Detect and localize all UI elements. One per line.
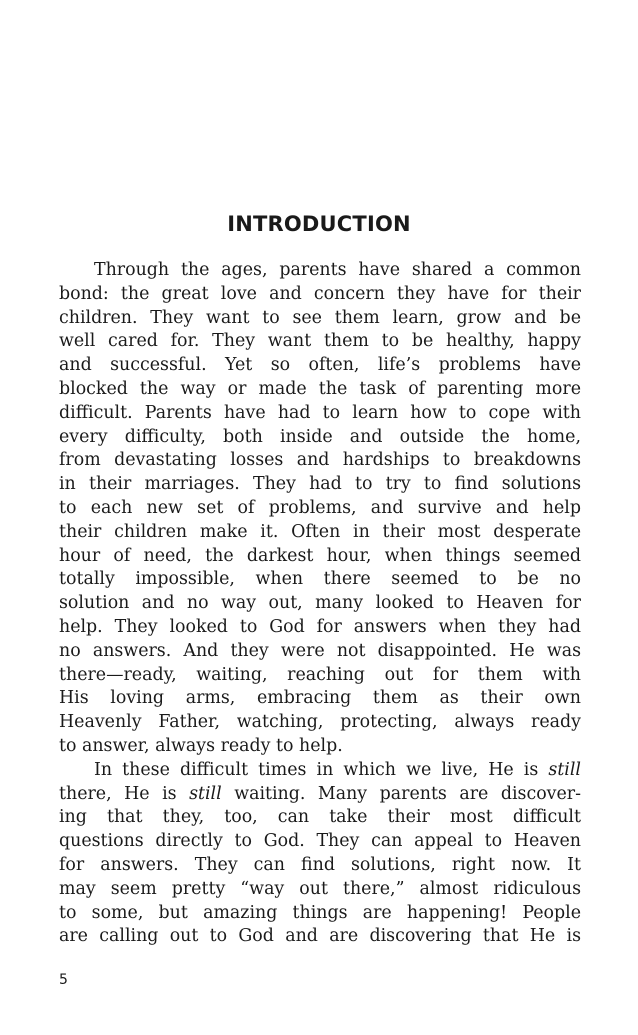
text-line: and successful. Yet so often, life’s problems have — [59, 355, 581, 376]
text-line: blocked the way or made the task of parenting more — [59, 378, 581, 399]
text-line: hour of need, the darkest hour, when things seemed — [59, 545, 581, 566]
text-line: no answers. And they were not disappointed. He was — [59, 640, 581, 661]
text-line: difficult. Parents have had to learn how to cope with — [59, 402, 581, 423]
emphasis-text: still — [548, 759, 581, 780]
text-line: help. They looked to God for answers when they had — [59, 616, 581, 637]
text-line: well cared for. They want them to be healthy, happy — [59, 331, 581, 352]
text-line: Through the ages, parents have shared a common — [94, 260, 581, 280]
text-line: there—ready, waiting, reaching out for them with — [59, 664, 581, 685]
text-line: His loving arms, embracing them as their own — [59, 688, 581, 709]
text-line: are calling out to God and are discovering that He is — [59, 926, 581, 947]
page-title: INTRODUCTION — [227, 212, 411, 236]
text-line: their children make it. Often in their most desperate — [59, 521, 581, 542]
text-line: every difficulty, both inside and outside the home, — [59, 426, 581, 447]
text-line: In these difficult times in which we live, He is still — [94, 759, 581, 780]
page-number: 5 — [59, 972, 68, 988]
text-line: may seem pretty “way out there,” almost ridiculous — [59, 878, 581, 899]
text-line: there, He is still waiting. Many parents are discover- — [59, 783, 581, 804]
emphasis-text: still — [189, 783, 222, 804]
text-line: solution and no way out, many looked to Heaven for — [59, 593, 581, 614]
text-line: from devastating losses and hardships to breakdowns — [59, 450, 581, 471]
text-line: totally impossible, when there seemed to be no — [59, 569, 581, 590]
text-line: to each new set of problems, and survive and help — [59, 497, 581, 518]
text-line: to some, but amazing things are happening! People — [59, 902, 581, 923]
text-line: questions directly to God. They can appeal to Heaven — [59, 831, 581, 852]
text-line: for answers. They can find solutions, right now. It — [59, 854, 581, 875]
text-line: to answer, always ready to help. — [59, 735, 343, 756]
body-text — [59, 259, 581, 949]
text-line: in their marriages. They had to try to find solutions — [59, 474, 581, 495]
text-line: ing that they, too, can take their most difficult — [59, 807, 581, 828]
text-line: bond: the great love and concern they have for their — [59, 283, 581, 304]
text-line: Heavenly Father, watching, protecting, always ready — [59, 712, 581, 733]
text-line: children. They want to see them learn, grow and be — [59, 307, 581, 328]
